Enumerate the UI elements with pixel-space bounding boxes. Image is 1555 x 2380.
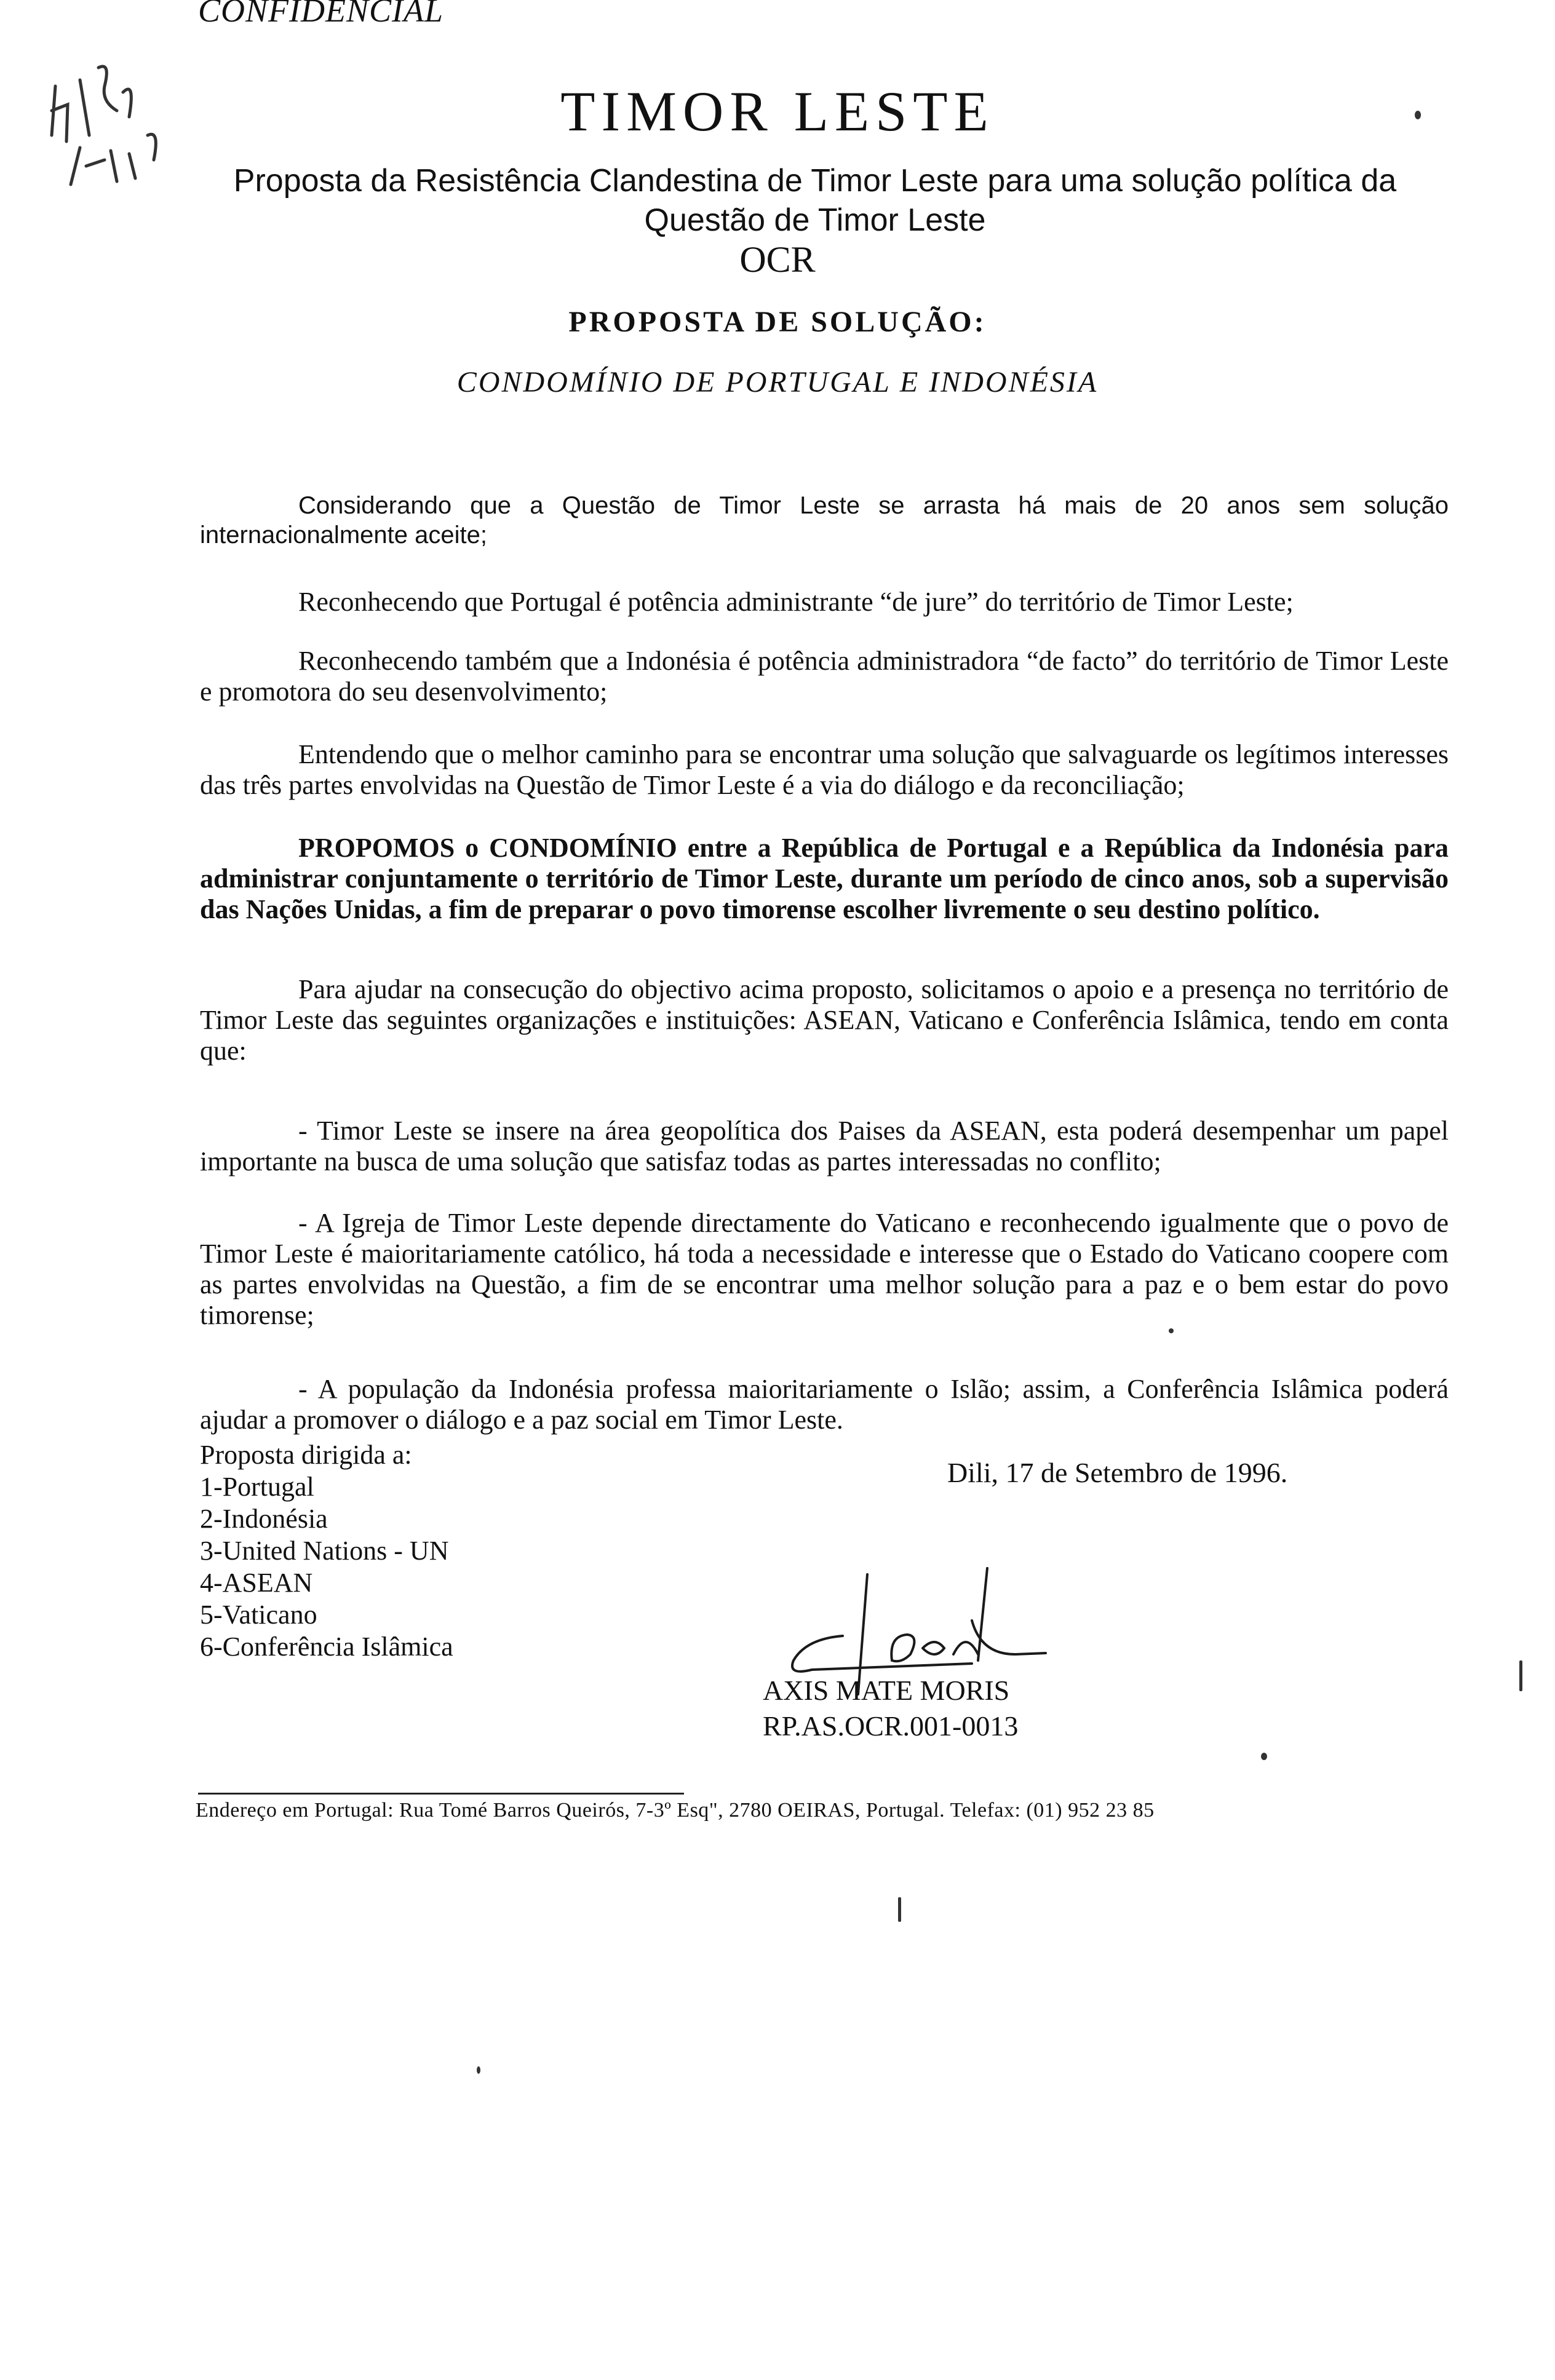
recipient-item: 2-Indonésia (200, 1504, 328, 1534)
section-heading: PROPOSTA DE SOLUÇÃO: (568, 306, 987, 338)
paragraph-para-ajudar: Para ajudar na consecução do objectivo acima proposto, solicitamos o apoio e a presença no território de Timor Leste das seguintes organizações e instituições: ASEAN, Vaticano e Conferência Islâmica, tendo em conta que: (200, 974, 1449, 1066)
scan-speck (898, 1897, 901, 1922)
signer-name: AXIS MATE MORIS (763, 1675, 1010, 1706)
paragraph-entendendo: Entendendo que o melhor caminho para se encontrar uma solução que salvaguarde os legítimos interesses das três partes envolvidas na Questão de Timor Leste é a via do diálogo e da reconciliação; (200, 739, 1449, 800)
recipient-item: 4-ASEAN (200, 1568, 313, 1598)
scan-speck (477, 2066, 480, 2074)
signer-reference: RP.AS.OCR.001-0013 (763, 1710, 1019, 1742)
signer-block (763, 1673, 1018, 1744)
footer-divider (198, 1793, 684, 1795)
scan-speck (1261, 1753, 1267, 1760)
paragraph-conferencia-islamica: - A população da Indonésia professa maioritariamente o Islão; assim, a Conferência Islâmica poderá ajudar a promover o diálogo e a paz social em Timor Leste. (200, 1374, 1449, 1435)
paragraph-asean: - Timor Leste se insere na área geopolítica dos Paises da ASEAN, esta poderá desempenhar um papel importante na busca de uma solução que satisfaz todas as partes interessadas no conflito; (200, 1116, 1449, 1176)
proposal-name: CONDOMÍNIO DE PORTUGAL E INDONÉSIA (456, 366, 1099, 399)
dateline: Dili, 17 de Setembro de 1996. (947, 1457, 1288, 1488)
recipients-block (200, 1439, 453, 1663)
paragraph-propomos: PROPOMOS o CONDOMÍNIO entre a República de Portugal e a República da Indonésia para administrar conjuntamente o território de Timor Leste, durante um período de cinco anos, sob a supervisão das Nações Unidas, a fim de preparar o povo timorense escolher livremente o seu destino político. (200, 833, 1449, 924)
footer-address: Endereço em Portugal: Rua Tomé Barros Queirós, 7-3º Esq", 2780 OEIRAS, Portugal. Telefax: (01) 952 23 85 (196, 1799, 1155, 1822)
recipient-item: 5-Vaticano (200, 1600, 317, 1630)
scan-speck (1519, 1660, 1522, 1691)
recipients-heading: Proposta dirigida a: (200, 1440, 412, 1470)
recipient-item: 3-United Nations - UN (200, 1536, 449, 1566)
organization-heading: OCR (739, 239, 816, 280)
page-subtitle: Proposta da Resistência Clandestina de Timor Leste para uma solução política da Questão de Timor Leste (233, 163, 1397, 238)
paragraph-vaticano: - A Igreja de Timor Leste depende directamente do Vaticano e reconhecendo igualmente que o povo de Timor Leste é maioritariamente católico, há toda a necessidade e interesse que o Estado do Vaticano coopere com as partes envolvidas na Questão, a fim de se encontrar uma melhor solução para a paz e o bem estar do povo timorense; (200, 1208, 1449, 1330)
scan-speck (1415, 111, 1421, 119)
page-title: TIMOR LESTE (560, 80, 995, 143)
classification-label: CONFIDENCIAL (198, 0, 444, 29)
scan-speck (1169, 1328, 1174, 1333)
recipient-item: 6-Conferência Islâmica (200, 1632, 453, 1662)
paragraph-reconhecendo-indonesia: Reconhecendo também que a Indonésia é potência administradora “de facto” do território de Timor Leste e promotora do seu desenvolvimento; (200, 646, 1449, 707)
paragraph-reconhecendo-portugal: Reconhecendo que Portugal é potência administrante “de jure” do território de Timor Leste; (298, 587, 1294, 617)
paragraph-considerando: Considerando que a Questão de Timor Leste se arrasta há mais de 20 anos sem solução internacionalmente aceite; (200, 492, 1449, 549)
recipient-item: 1-Portugal (200, 1472, 314, 1502)
